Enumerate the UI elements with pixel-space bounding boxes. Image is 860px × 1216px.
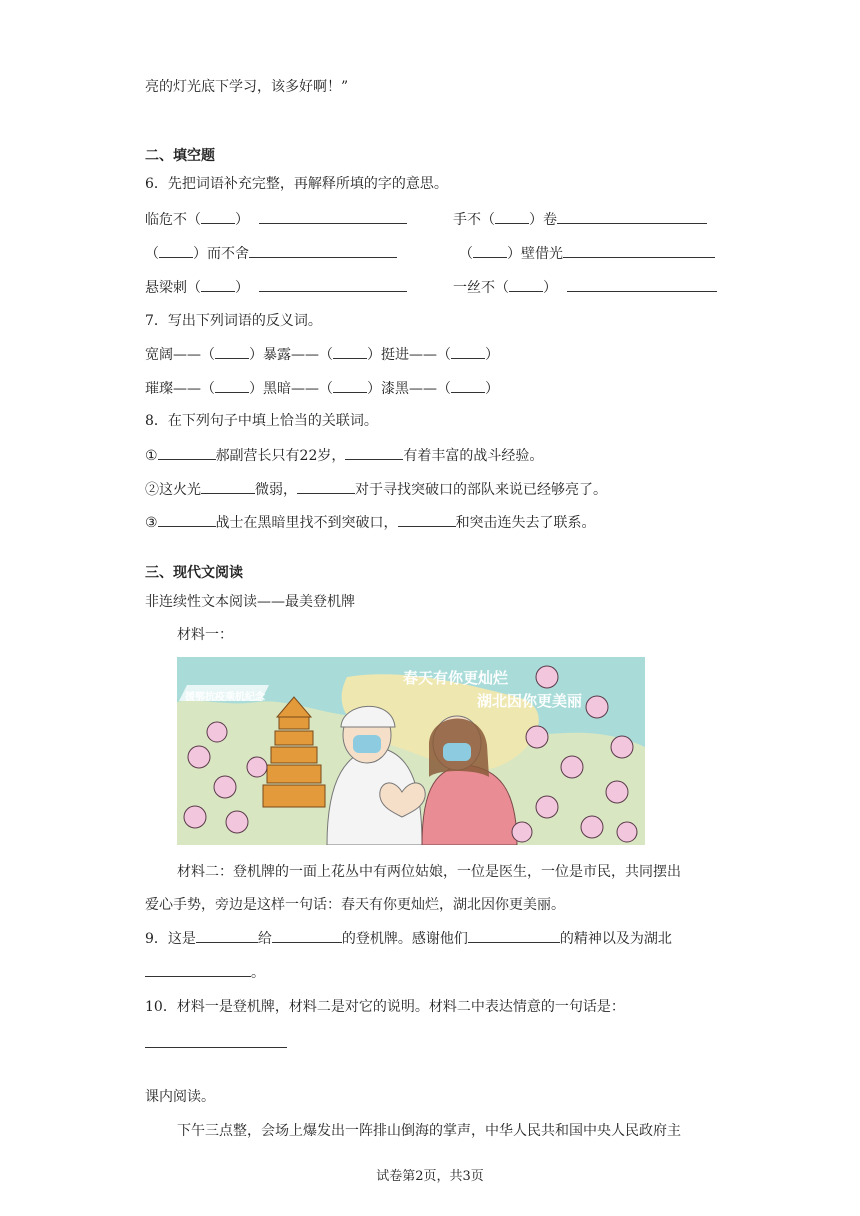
q10-prompt: 10．材料一是登机牌，材料二是对它的说明。材料二中表达情意的一句话是： <box>145 999 625 1015</box>
q8-s1-c: 有着丰富的战斗经验。 <box>403 448 544 464</box>
q8-s2-c: 对于寻找突破口的部队来说已经够亮了。 <box>355 482 607 498</box>
q9-b: 给 <box>257 931 272 947</box>
q6-explain-blank-1[interactable] <box>259 209 407 224</box>
q9-line-1 <box>145 928 672 949</box>
q8-blank-6[interactable] <box>398 512 456 527</box>
q7-r2-a: 璀璨——（ <box>145 381 215 397</box>
q6-item-5-pre: 悬梁刺（ <box>145 280 201 296</box>
q9-e: 。 <box>251 965 265 981</box>
q7-r1-d: ） <box>485 347 499 363</box>
in-class-reading-label: 课内阅读。 <box>145 1089 215 1105</box>
q8-prompt: 8．在下列句子中填上恰当的关联词。 <box>145 413 378 429</box>
q8-blank-2[interactable] <box>345 445 403 460</box>
q8-sentence-3 <box>145 512 596 533</box>
page-footer: 试卷第2页，共3页 <box>376 1169 484 1184</box>
q6-item-1 <box>145 209 407 230</box>
q7-blank-2[interactable] <box>333 344 367 359</box>
q6-item-2-pre: 手不（ <box>453 212 495 228</box>
q9-blank-1[interactable] <box>196 928 258 943</box>
q7-r2-c: ）漆黑——（ <box>367 381 451 397</box>
q7-blank-3[interactable] <box>451 344 485 359</box>
q8-s1-a: ① <box>145 448 158 464</box>
q6-item-1-pre: 临危不（ <box>145 212 201 228</box>
q7-row-1 <box>145 344 499 365</box>
q8-s2-b: 微弱， <box>255 482 297 498</box>
q6-explain-blank-6[interactable] <box>567 277 717 292</box>
q6-blank-2[interactable] <box>495 209 529 224</box>
q8-s3-c: 和突击连失去了联系。 <box>455 515 596 531</box>
q6-item-4-pre: （ <box>459 246 473 262</box>
q6-item-4-post: ）壁借光 <box>507 246 563 262</box>
q7-blank-1[interactable] <box>215 344 249 359</box>
q8-blank-1[interactable] <box>158 445 216 460</box>
q6-explain-blank-4[interactable] <box>563 243 715 258</box>
q6-item-4 <box>459 243 715 264</box>
q6-explain-blank-2[interactable] <box>557 209 707 224</box>
q8-s3-b: 战士在黑暗里找不到突破口， <box>215 515 398 531</box>
q8-sentence-2 <box>145 479 607 500</box>
q9-blank-4[interactable] <box>145 962 251 977</box>
material2-line-1: 材料二：登机牌的一面上花丛中有两位姑娘，一位是医生，一位是市民，共同摆出 <box>177 864 681 880</box>
intro-tail-text: 亮的灯光底下学习，该多好啊！” <box>145 79 349 95</box>
section3-subtitle: 非连续性文本阅读——最美登机牌 <box>145 594 355 610</box>
boarding-pass-illustration <box>177 657 645 845</box>
q8-s2-a: ②这火光 <box>145 482 201 498</box>
q9-line-2 <box>145 962 265 983</box>
material2-line-2: 爱心手势，旁边是这样一句话：春天有你更灿烂，湖北因你更美丽。 <box>145 897 565 913</box>
q7-blank-6[interactable] <box>451 378 485 393</box>
q6-item-1-post: ） <box>235 212 249 228</box>
q6-blank-4[interactable] <box>473 243 507 258</box>
q6-blank-5[interactable] <box>201 277 235 292</box>
q7-row-2 <box>145 378 499 399</box>
q9-a: 9．这是 <box>145 931 196 947</box>
q6-item-3 <box>145 243 397 264</box>
section2-title: 二、填空题 <box>145 148 215 164</box>
q10-blank[interactable] <box>145 1033 287 1048</box>
q6-item-6-pre: 一丝不（ <box>453 280 509 296</box>
poster-slogan-2: 湖北因你更美丽 <box>477 692 583 710</box>
q8-blank-4[interactable] <box>297 479 355 494</box>
q8-s1-b: 郝副营长只有22岁， <box>215 448 346 464</box>
q10-answer-line <box>145 1033 287 1054</box>
q6-blank-1[interactable] <box>201 209 235 224</box>
q8-blank-3[interactable] <box>201 479 255 494</box>
poster-banner-text: 援鄂抗疫乘机纪念 <box>185 692 265 703</box>
q8-blank-5[interactable] <box>158 512 216 527</box>
q7-r2-b: ）黑暗——（ <box>249 381 333 397</box>
q7-prompt: 7．写出下列词语的反义词。 <box>145 313 322 329</box>
q6-item-2 <box>453 209 707 230</box>
poster-slogan-1: 春天有你更灿烂 <box>403 669 509 687</box>
q9-blank-3[interactable] <box>468 928 560 943</box>
material1-label: 材料一： <box>177 627 233 643</box>
q6-item-5-post: ） <box>235 280 249 296</box>
q6-item-3-pre: （ <box>145 246 159 262</box>
q6-blank-3[interactable] <box>159 243 193 258</box>
q8-s3-a: ③ <box>145 515 158 531</box>
q9-c: 的登机牌。感谢他们 <box>341 931 468 947</box>
q7-r1-c: ）挺进——（ <box>367 347 451 363</box>
q6-item-2-post: ）卷 <box>529 212 557 228</box>
q7-blank-4[interactable] <box>215 378 249 393</box>
q7-r1-a: 宽阔——（ <box>145 347 215 363</box>
q6-item-6 <box>453 277 717 298</box>
section3-title: 三、现代文阅读 <box>145 565 243 581</box>
q6-explain-blank-3[interactable] <box>249 243 397 258</box>
passage-start: 下午三点整，会场上爆发出一阵排山倒海的掌声，中华人民共和国中央人民政府主 <box>177 1123 681 1139</box>
q7-r1-b: ）暴露——（ <box>249 347 333 363</box>
q7-blank-5[interactable] <box>333 378 367 393</box>
q6-blank-6[interactable] <box>509 277 543 292</box>
q7-r2-d: ） <box>485 381 499 397</box>
q9-d: 的精神以及为湖北 <box>559 931 672 947</box>
q6-explain-blank-5[interactable] <box>259 277 407 292</box>
q9-blank-2[interactable] <box>272 928 342 943</box>
q6-prompt: 6．先把词语补充完整，再解释所填的字的意思。 <box>145 176 448 192</box>
q6-item-5 <box>145 277 407 298</box>
q6-item-6-post: ） <box>543 280 557 296</box>
q8-sentence-1 <box>145 445 543 466</box>
q6-item-3-post: ）而不舍 <box>193 246 249 262</box>
